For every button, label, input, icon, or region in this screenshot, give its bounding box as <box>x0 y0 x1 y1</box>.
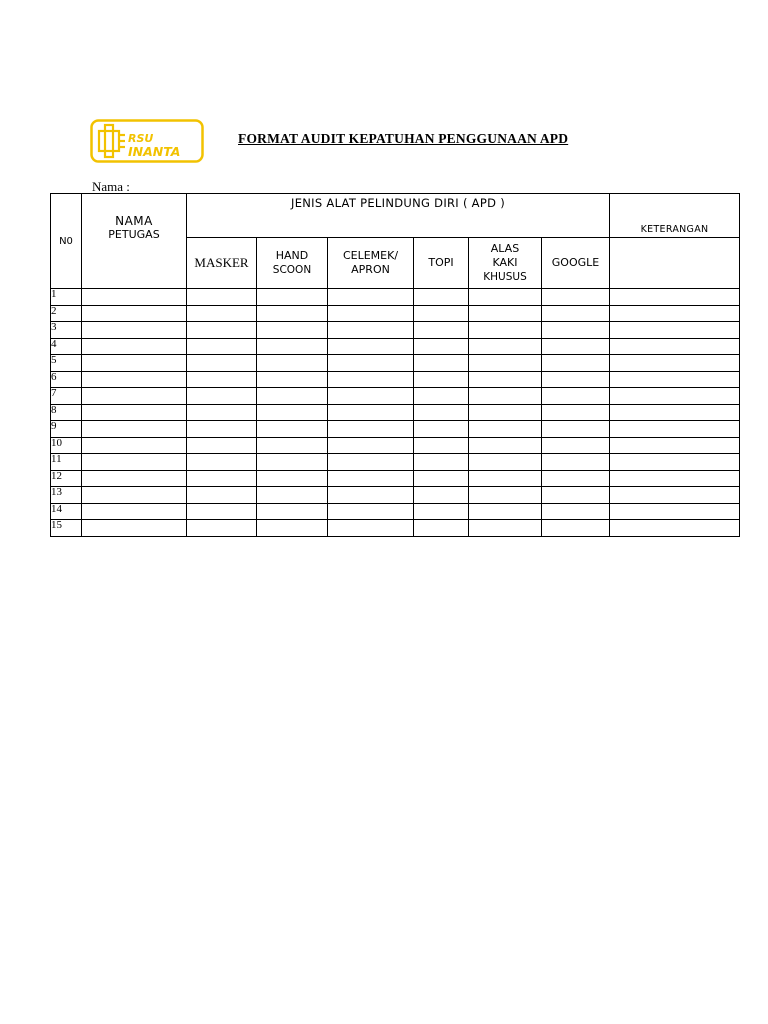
google-cell[interactable] <box>542 404 610 421</box>
alas-kaki-cell[interactable] <box>469 421 542 438</box>
table-row <box>51 355 740 372</box>
keterangan-cell[interactable] <box>610 289 740 306</box>
alas-kaki-cell[interactable] <box>469 322 542 339</box>
header-nama-line1: NAMA <box>115 214 153 228</box>
row-number: 4 <box>51 338 82 355</box>
masker-cell[interactable] <box>187 421 257 438</box>
row-number: 9 <box>51 421 82 438</box>
alas-kaki-cell[interactable] <box>469 289 542 306</box>
table-row <box>51 437 740 454</box>
keterangan-cell[interactable] <box>610 305 740 322</box>
header-masker: MASKER <box>187 238 257 289</box>
row-number: 1 <box>51 289 82 306</box>
nama-cell[interactable] <box>82 322 187 339</box>
topi-cell[interactable] <box>414 305 469 322</box>
nama-cell[interactable] <box>82 355 187 372</box>
hand-scoon-cell[interactable] <box>257 470 328 487</box>
google-cell[interactable] <box>542 503 610 520</box>
hand-scoon-cell[interactable] <box>257 520 328 537</box>
header-hand-line1: HAND <box>275 249 309 262</box>
celemek-cell[interactable] <box>328 470 414 487</box>
google-cell[interactable] <box>542 338 610 355</box>
header-celemek-apron <box>328 238 414 289</box>
table-row <box>51 520 740 537</box>
header-nama-petugas <box>82 194 187 289</box>
keterangan-cell[interactable] <box>610 520 740 537</box>
row-number: 5 <box>51 355 82 372</box>
keterangan-cell[interactable] <box>610 437 740 454</box>
table-row <box>51 338 740 355</box>
celemek-cell[interactable] <box>328 404 414 421</box>
svg-text:INANTA: INANTA <box>128 144 181 159</box>
keterangan-cell[interactable] <box>610 503 740 520</box>
nama-cell[interactable] <box>82 388 187 405</box>
row-number: 14 <box>51 503 82 520</box>
hand-scoon-cell[interactable] <box>257 487 328 504</box>
masker-cell[interactable] <box>187 305 257 322</box>
masker-cell[interactable] <box>187 520 257 537</box>
name-field-label: Nama : <box>92 179 130 194</box>
keterangan-cell[interactable] <box>610 322 740 339</box>
google-cell[interactable] <box>542 289 610 306</box>
table-row <box>51 322 740 339</box>
topi-cell[interactable] <box>414 338 469 355</box>
keterangan-cell[interactable] <box>610 421 740 438</box>
row-number: 13 <box>51 487 82 504</box>
google-cell[interactable] <box>542 437 610 454</box>
masker-cell[interactable] <box>187 487 257 504</box>
alas-kaki-cell[interactable] <box>469 305 542 322</box>
header-no: N0 <box>51 194 82 289</box>
header-google: GOOGLE <box>542 238 610 289</box>
header-hand-line2: SCOON <box>272 264 312 276</box>
google-cell[interactable] <box>542 355 610 372</box>
masker-cell[interactable] <box>187 371 257 388</box>
topi-cell[interactable] <box>414 421 469 438</box>
keterangan-cell[interactable] <box>610 404 740 421</box>
table-row <box>51 454 740 471</box>
hand-scoon-cell[interactable] <box>257 503 328 520</box>
masker-cell[interactable] <box>187 338 257 355</box>
header-nama-line2: PETUGAS <box>108 228 160 241</box>
header-celemek-line1: CELEMEK/ <box>342 249 399 262</box>
keterangan-cell[interactable] <box>610 338 740 355</box>
table-row <box>51 289 740 306</box>
celemek-cell[interactable] <box>328 322 414 339</box>
google-cell[interactable] <box>542 371 610 388</box>
masker-cell[interactable] <box>187 437 257 454</box>
table-row <box>51 470 740 487</box>
header-keterangan-blank <box>610 238 740 289</box>
row-number: 7 <box>51 388 82 405</box>
topi-cell[interactable] <box>414 289 469 306</box>
table-row <box>51 388 740 405</box>
hand-scoon-cell[interactable] <box>257 404 328 421</box>
topi-cell[interactable] <box>414 520 469 537</box>
topi-cell[interactable] <box>414 470 469 487</box>
hand-scoon-cell[interactable] <box>257 289 328 306</box>
celemek-cell[interactable] <box>328 520 414 537</box>
nama-cell[interactable] <box>82 305 187 322</box>
nama-cell[interactable] <box>82 454 187 471</box>
keterangan-cell[interactable] <box>610 371 740 388</box>
masker-cell[interactable] <box>187 289 257 306</box>
alas-kaki-cell[interactable] <box>469 503 542 520</box>
keterangan-cell[interactable] <box>610 470 740 487</box>
document-title: FORMAT AUDIT KEPATUHAN PENGGUNAAN APD <box>238 131 569 146</box>
google-cell[interactable] <box>542 322 610 339</box>
row-number: 10 <box>51 437 82 454</box>
google-cell[interactable] <box>542 487 610 504</box>
topi-cell[interactable] <box>414 355 469 372</box>
topi-cell[interactable] <box>414 371 469 388</box>
celemek-cell[interactable] <box>328 355 414 372</box>
table-row <box>51 487 740 504</box>
masker-cell[interactable] <box>187 388 257 405</box>
nama-cell[interactable] <box>82 404 187 421</box>
nama-cell[interactable] <box>82 338 187 355</box>
nama-cell[interactable] <box>82 470 187 487</box>
nama-cell[interactable] <box>82 520 187 537</box>
table-row <box>51 421 740 438</box>
google-cell[interactable] <box>542 470 610 487</box>
alas-kaki-cell[interactable] <box>469 388 542 405</box>
celemek-cell[interactable] <box>328 421 414 438</box>
rsu-inanta-logo <box>90 119 204 163</box>
alas-kaki-cell[interactable] <box>469 338 542 355</box>
nama-cell[interactable] <box>82 487 187 504</box>
topi-cell[interactable] <box>414 388 469 405</box>
apd-audit-table <box>50 193 740 537</box>
celemek-cell[interactable] <box>328 503 414 520</box>
celemek-cell[interactable] <box>328 487 414 504</box>
google-cell[interactable] <box>542 388 610 405</box>
masker-cell[interactable] <box>187 454 257 471</box>
celemek-cell[interactable] <box>328 305 414 322</box>
header-alas-line3: KHUSUS <box>483 271 527 283</box>
hand-scoon-cell[interactable] <box>257 421 328 438</box>
header-alas-line1: ALAS <box>490 242 520 255</box>
hand-scoon-cell[interactable] <box>257 454 328 471</box>
nama-cell[interactable] <box>82 371 187 388</box>
alas-kaki-cell[interactable] <box>469 371 542 388</box>
table-row <box>51 503 740 520</box>
header-celemek-line2: APRON <box>351 263 390 276</box>
masker-cell[interactable] <box>187 355 257 372</box>
hand-scoon-cell[interactable] <box>257 338 328 355</box>
hand-scoon-cell[interactable] <box>257 371 328 388</box>
topi-cell[interactable] <box>414 322 469 339</box>
google-cell[interactable] <box>542 454 610 471</box>
masker-cell[interactable] <box>187 503 257 520</box>
alas-kaki-cell[interactable] <box>469 454 542 471</box>
alas-kaki-cell[interactable] <box>469 487 542 504</box>
nama-cell[interactable] <box>82 437 187 454</box>
hand-scoon-cell[interactable] <box>257 355 328 372</box>
hand-scoon-cell[interactable] <box>257 388 328 405</box>
celemek-cell[interactable] <box>328 388 414 405</box>
alas-kaki-cell[interactable] <box>469 437 542 454</box>
celemek-cell[interactable] <box>328 454 414 471</box>
header-jenis-apd: JENIS ALAT PELINDUNG DIRI ( APD ) <box>187 194 610 238</box>
alas-kaki-cell[interactable] <box>469 404 542 421</box>
alas-kaki-cell[interactable] <box>469 355 542 372</box>
topi-cell[interactable] <box>414 454 469 471</box>
keterangan-cell[interactable] <box>610 454 740 471</box>
topi-cell[interactable] <box>414 487 469 504</box>
nama-cell[interactable] <box>82 503 187 520</box>
svg-text:RSU: RSU <box>128 132 154 145</box>
table-row <box>51 404 740 421</box>
header-alas-kaki-khusus <box>469 238 542 289</box>
row-number: 2 <box>51 305 82 322</box>
keterangan-cell[interactable] <box>610 487 740 504</box>
header-topi: TOPI <box>414 238 469 289</box>
header-alas-line2: KAKI <box>492 256 518 269</box>
google-cell[interactable] <box>542 305 610 322</box>
topi-cell[interactable] <box>414 437 469 454</box>
celemek-cell[interactable] <box>328 437 414 454</box>
row-number: 11 <box>51 454 82 471</box>
topi-cell[interactable] <box>414 503 469 520</box>
nama-cell[interactable] <box>82 289 187 306</box>
row-number: 12 <box>51 470 82 487</box>
table-row <box>51 371 740 388</box>
row-number: 3 <box>51 322 82 339</box>
masker-cell[interactable] <box>187 404 257 421</box>
alas-kaki-cell[interactable] <box>469 520 542 537</box>
celemek-cell[interactable] <box>328 338 414 355</box>
row-number: 6 <box>51 371 82 388</box>
google-cell[interactable] <box>542 421 610 438</box>
table-row <box>51 305 740 322</box>
keterangan-cell[interactable] <box>610 355 740 372</box>
hand-scoon-cell[interactable] <box>257 437 328 454</box>
header-keterangan: KETERANGAN <box>610 194 740 238</box>
topi-cell[interactable] <box>414 404 469 421</box>
nama-cell[interactable] <box>82 421 187 438</box>
masker-cell[interactable] <box>187 322 257 339</box>
hand-scoon-cell[interactable] <box>257 322 328 339</box>
row-number: 8 <box>51 404 82 421</box>
header-hand-scoon <box>257 238 328 289</box>
keterangan-cell[interactable] <box>610 388 740 405</box>
row-number: 15 <box>51 520 82 537</box>
celemek-cell[interactable] <box>328 371 414 388</box>
masker-cell[interactable] <box>187 470 257 487</box>
hand-scoon-cell[interactable] <box>257 305 328 322</box>
alas-kaki-cell[interactable] <box>469 470 542 487</box>
google-cell[interactable] <box>542 520 610 537</box>
celemek-cell[interactable] <box>328 289 414 306</box>
